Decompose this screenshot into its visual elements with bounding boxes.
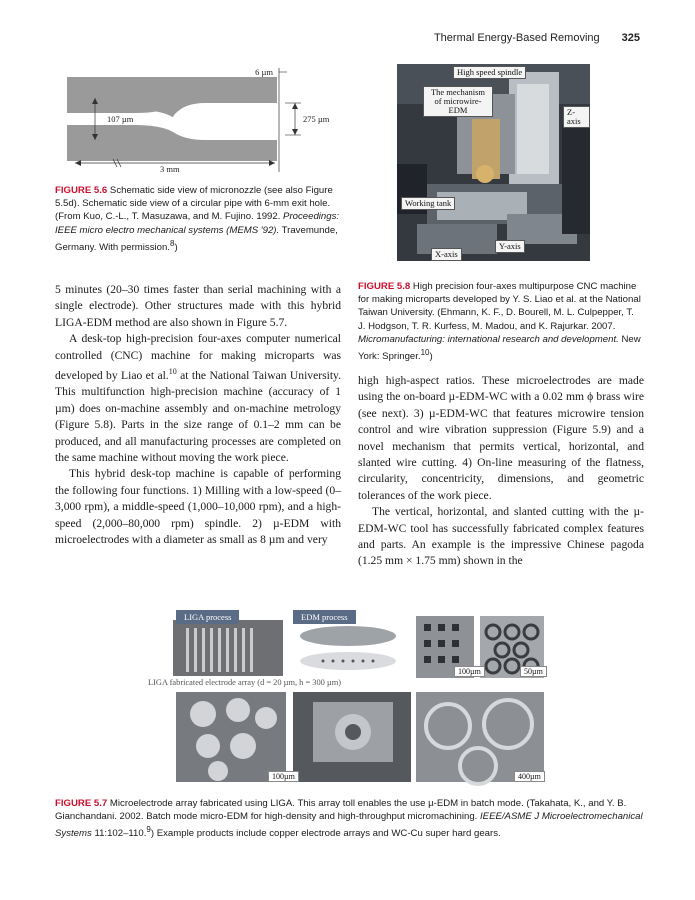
paragraph: 5 minutes (20–30 times faster than serial machining with a single electrode). Other structures made with this hybrid LIGA-EDM method are also shown in Figure 5.7.	[55, 283, 341, 329]
caption-tail: 11:102–110.	[91, 828, 147, 840]
dim-3mm: 3 mm	[160, 164, 180, 174]
figure-5-6-schematic	[55, 62, 340, 180]
figure-5-8-photo	[397, 64, 590, 261]
edm-process-tag: EDM process	[293, 610, 356, 624]
caption-close: )	[174, 242, 178, 253]
paragraph-text: at the National Taiwan University. This multifunction high-precision machine (accuracy of 1 µm) does on-machine assembly and on-machine metrology (Figure 5.8). Parts in the size range of 0.1–2 mm can be produced, and all manufacturing processes are completed on the same machine without moving the work piece.	[55, 368, 341, 464]
reference-marker: 10	[168, 367, 177, 377]
label-z-axis: Z-axis	[563, 106, 590, 128]
caption-text: Schematic side view of micronozzle (see also Figure 5.5d). Schematic side view of a circular pipe with 6-mm exit hole. (From Kuo, C.-L., T. Masuzawa, and M. Fujino. 1992.	[55, 185, 333, 223]
paragraph: The vertical, horizontal, and slanted cutting with the µ-EDM-WC tool has successfully fabricated complex features and parts. An example is the impressive Chinese pagoda (1.25 mm × 1.75 mm) shown in the	[358, 505, 644, 568]
scale-bar-400um: 400µm	[514, 771, 545, 782]
scale-bar-100um-top: 100µm	[454, 666, 485, 677]
caption-tail: New York: Springer.	[358, 333, 641, 363]
figure-label: FIGURE 5.8	[358, 281, 411, 292]
label-microwire-edm: The mechanism of microwire-EDM	[423, 86, 493, 117]
figure-label: FIGURE 5.6	[55, 185, 108, 196]
scale-bar-100um-bottom: 100µm	[268, 771, 299, 782]
dim-6um: 6 µm	[255, 67, 273, 77]
figure-5-7-composite	[148, 606, 548, 786]
caption-ref: 10	[420, 348, 430, 358]
scale-bar-50um: 50µm	[520, 666, 547, 677]
paragraph	[55, 331, 341, 466]
paragraph: high high-aspect ratios. These microelectrodes are made using the on-board µ-EDM-WC with a 0.02 mm ϕ brass wire (see next). 3) µ-EDM-WC that features microwire tension control and wire vibration suppression (Figure 5.9) and a novel mechanism that permits vertical, horizontal, and slanted wire cutting. 4) On-line measuring of the flatness, circularity, concentricity, dimensions, and geometric tolerances of the work piece.	[358, 374, 644, 502]
caption-close: )	[429, 351, 433, 363]
caption-close: ) Example products include copper electrode arrays and WC-Cu super hard gears.	[150, 828, 501, 840]
label-x-axis: X-axis	[431, 248, 462, 261]
label-y-axis: Y-axis	[495, 240, 525, 253]
dim-107um: 107 µm	[107, 114, 134, 124]
paragraph: This hybrid desk-top machine is capable of performing the following four functions. 1) Milling with a low-speed (0–3,000 rpm), a middle-speed (1,000–10,000 rpm), and a high-speed (2,000–80,000 rpm) spindle. 2) µ-EDM with microelectrodes with a diameter as small as 8 µm and very	[55, 467, 341, 546]
liga-array-label: LIGA fabricated electrode array (d = 20 µm, h = 300 µm)	[148, 678, 342, 687]
label-working-tank: Working tank	[401, 197, 455, 210]
caption-title: Micromanufacturing: international research and development.	[358, 333, 619, 345]
page-number: 325	[621, 32, 640, 44]
running-head	[434, 32, 640, 44]
figure-5-7-images	[148, 606, 548, 786]
figure-5-8-caption	[358, 280, 643, 363]
paragraph-text: A desk-top high-precision four-axes computer numerical controlled (CNC) machine for making microparts was developed by Liao et al.	[55, 332, 341, 382]
figure-5-6-caption	[55, 184, 345, 254]
figure-label: FIGURE 5.7	[55, 798, 108, 809]
caption-text: Microelectrode array fabricated using LIGA. This array toll enables the use µ-EDM in batch mode. (Takahata, K., and Y. B. Gianchandani. 2002. Batch mode micro-EDM for high-density and high-throughput micromachining.	[55, 798, 627, 823]
caption-tail: Travemunde, Germany. With permission.	[55, 224, 338, 253]
caption-title: IEEE/ASME J Microelectromechanical Systems	[55, 811, 643, 840]
label-high-speed-spindle: High speed spindle	[453, 66, 526, 79]
body-left-column	[55, 282, 341, 548]
caption-ref: 8	[169, 238, 175, 248]
caption-ref: 9	[146, 825, 151, 835]
body-right-column	[358, 373, 644, 570]
dim-275um: 275 µm	[303, 114, 330, 124]
running-title: Thermal Energy-Based Removing	[433, 32, 600, 44]
caption-text: High precision four-axes multipurpose CNC machine for making microparts developed by Y. S. Liao et al. at the National Taiwan University. (Ehmann, K. F., D. Bourell, M. L. Culpepper, T. J. Hodgson, T. R. Kurfess, M. Madou, and K. Rajurkar. 2007.	[358, 281, 641, 332]
caption-title: Proceedings: IEEE micro electro mechanical systems (MEMS '92).	[55, 211, 340, 236]
figure-5-7-caption	[55, 797, 645, 841]
liga-process-tag: LIGA process	[176, 610, 239, 624]
